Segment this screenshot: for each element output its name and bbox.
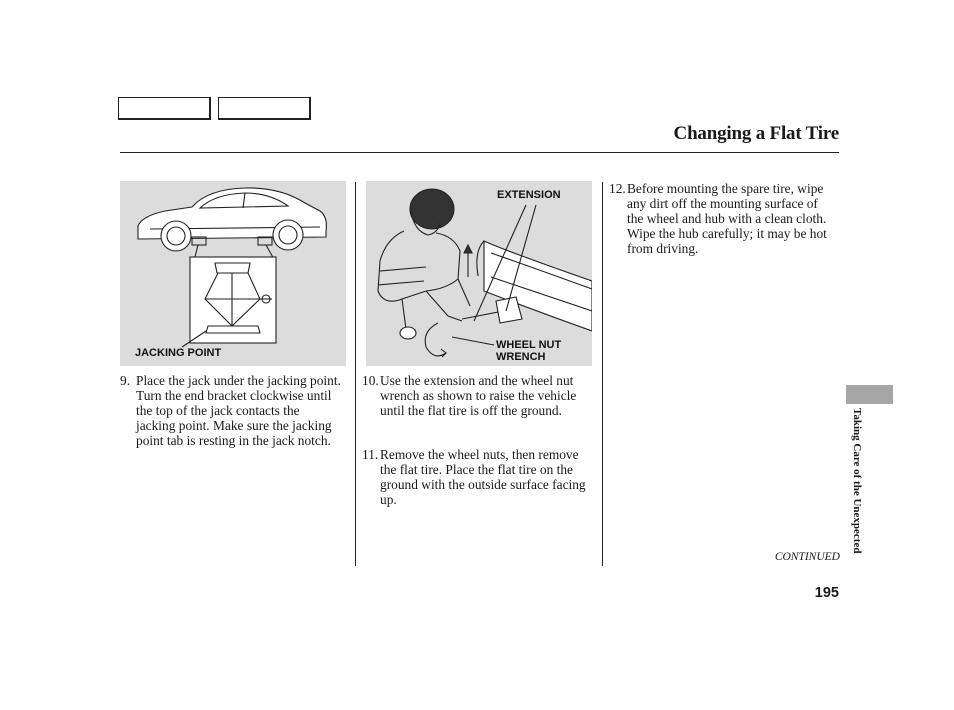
wheel-nut-wrench-label-line2: WRENCH xyxy=(496,351,546,363)
car-jack-drawing xyxy=(120,181,346,366)
title-rule xyxy=(120,152,839,153)
step-text: Place the jack under the jacking point. Turn the end bracket clockwise until the top of the jack contacts the jacking point. Make sure the jacking point tab is resting in the jack notch. xyxy=(136,373,341,448)
step-number: 11. xyxy=(362,447,379,462)
column-divider xyxy=(355,182,356,566)
column-divider xyxy=(602,182,603,566)
nav-button-index[interactable] xyxy=(218,97,311,120)
nav-button-contents[interactable] xyxy=(118,97,211,120)
step-number: 9. xyxy=(120,373,131,388)
wheel-nut-wrench-label-line1: WHEEL NUT xyxy=(496,339,562,351)
section-name: Taking Care of the Unexpected xyxy=(851,408,863,554)
instruction-step xyxy=(120,373,342,448)
extension-label: EXTENSION xyxy=(497,189,561,201)
wheel-nut-wrench-illustration xyxy=(366,181,592,366)
page-title: Changing a Flat Tire xyxy=(673,123,839,144)
instruction-step xyxy=(362,447,594,507)
page-number: 195 xyxy=(814,585,839,601)
step-number: 12. xyxy=(609,181,626,196)
continued-label: CONTINUED xyxy=(774,551,840,563)
step-text: Use the extension and the wheel nut wrench as shown to raise the vehicle until the flat tire is off the ground. xyxy=(380,373,577,418)
step-number: 10. xyxy=(362,373,379,388)
instruction-step xyxy=(609,181,837,256)
step-text: Before mounting the spare tire, wipe any dirt off the mounting surface of the wheel and hub with a clean cloth. Wipe the hub carefully; it may be hot from driving. xyxy=(627,181,827,256)
step-text: Remove the wheel nuts, then remove the flat tire. Place the flat tire on the ground with the outside surface facing up. xyxy=(380,447,586,507)
instruction-step xyxy=(362,373,594,418)
jacking-point-label: JACKING POINT xyxy=(135,347,222,359)
section-tab[interactable] xyxy=(846,385,893,404)
jacking-point-illustration xyxy=(120,181,346,366)
